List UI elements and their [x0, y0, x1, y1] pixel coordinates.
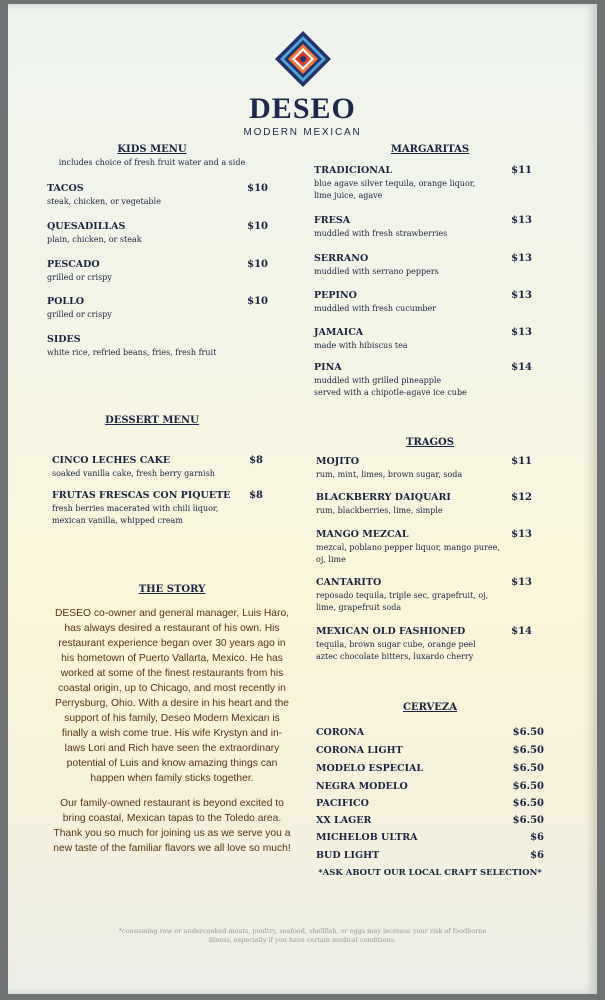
kids-item	[47, 334, 216, 359]
cerveza-item-name: MICHELOB ULTRA	[316, 832, 418, 843]
margaritas-item-name: FRESA	[314, 215, 351, 226]
margaritas-item-description: muddled with serrano peppers	[314, 267, 439, 276]
cerveza-item-name: BUD LIGHT	[316, 850, 380, 861]
kids-item	[47, 183, 161, 208]
margaritas-item-price: $11	[511, 165, 532, 176]
tragos-item-price: $12	[511, 492, 532, 503]
brand-name: DESEO	[249, 92, 356, 125]
consumer-advisory: *consuming raw or undercooked meats, poultry, seafood, shellfish, or eggs may increase your risk of foodborne illness, especially if you have certain medical conditions.	[118, 927, 487, 944]
dessert-item-description: soaked vanilla cake, fresh berry garnish	[52, 469, 215, 478]
margaritas-item	[314, 165, 475, 202]
tragos-item-price: $11	[511, 456, 532, 467]
cerveza-item-name: NEGRA MODELO	[316, 781, 408, 792]
cerveza-item-name: CORONA LIGHT	[316, 745, 403, 756]
margaritas-item	[314, 290, 436, 315]
margaritas-item-description: made with hibiscus tea	[314, 341, 408, 350]
cerveza-item-price: $6.50	[512, 763, 544, 774]
margaritas-item-price: $13	[511, 327, 532, 338]
story-paragraph-2: Our family-owned restaurant is beyond excited to bring coastal, Mexican tapas to the Toledo area. Thank you so much for joining us as we serve you a new taste of the familiar flavors we all love so much!	[53, 798, 291, 854]
kids-item-name: POLLO	[47, 296, 85, 307]
cerveza-item-price: $6	[530, 832, 544, 843]
tragos-item-name: MEXICAN OLD FASHIONED	[316, 626, 466, 637]
kids-item	[47, 296, 112, 321]
margaritas-item-name: JAMAICA	[314, 327, 364, 338]
margaritas-item	[314, 253, 439, 278]
tragos-item-description: mezcal, poblano pepper liquor, mango puree, oj, lime	[316, 543, 500, 564]
margaritas-item-description: muddled with fresh strawberries	[314, 229, 448, 238]
dessert-item-price: $8	[249, 455, 263, 466]
cerveza-item-price: $6	[530, 850, 544, 861]
brand-tagline: MODERN MEXICAN	[243, 127, 362, 138]
kids-item-price: $10	[247, 259, 268, 270]
cerveza-item-name: MODELO ESPECIAL	[316, 763, 424, 774]
story-paragraph-1: DESEO co-owner and general manager, Luis Haro, has always desired a restaurant of his own. His restaurant experience began over 30 years ago in his hometown of Puerto Vallarta, Mexico. He has worked at some of the finest restaurants from his coastal origin, up to Chicago, and most recently in Perrysburg, Ohio. With a desire in his heart and the support of his family, Deseo Modern Mexican is finally a wish come true. His wife Krystyn and in-laws Lori and Rich have seen the extraordinary potential of Luis and know amazing things can happen when family sticks together.	[54, 608, 290, 784]
margaritas-item	[314, 215, 447, 240]
cerveza-item-name: XX LAGER	[316, 815, 372, 826]
kids-item-description: grilled or crispy	[47, 273, 112, 282]
margaritas-item-description: muddled with fresh cucumber	[314, 304, 437, 313]
cerveza-item-price: $6.50	[512, 781, 544, 792]
kids-menu-title: KIDS MENU	[117, 144, 187, 155]
tragos-item	[316, 626, 476, 663]
cerveza-item-name: PACIFICO	[316, 798, 369, 809]
tragos-item-description: rum, blackberries, lime, simple	[316, 506, 443, 515]
margaritas-item-name: TRADICIONAL	[314, 165, 393, 176]
margaritas-item-price: $13	[511, 215, 532, 226]
cerveza-item-price: $6.50	[512, 798, 544, 809]
tragos-item-description: reposado tequila, triple sec, grapefruit, oj, lime, grapefruit soda	[316, 591, 489, 612]
kids-item-price: $10	[247, 221, 268, 232]
dessert-item	[52, 455, 215, 480]
tragos-item-price: $13	[511, 529, 532, 540]
tragos-item-price: $14	[511, 626, 532, 637]
kids-item-price: $10	[247, 183, 268, 194]
kids-item-description: grilled or crispy	[47, 310, 112, 319]
tragos-item-name: BLACKBERRY DAIQUARI	[316, 492, 451, 503]
margaritas-item-name: PEPINO	[314, 290, 357, 301]
kids-item-price: $10	[247, 296, 268, 307]
margaritas-title: MARGARITAS	[390, 144, 470, 155]
tragos-item-name: MOJITO	[316, 456, 360, 467]
kids-item-description: plain, chicken, or steak	[47, 235, 142, 244]
margaritas-item-name: SERRANO	[314, 253, 369, 264]
story-title: THE STORY	[138, 584, 206, 595]
margaritas-item-description: muddled with grilled pineapple served with a chipotle-agave ice cube	[314, 376, 467, 397]
cerveza-item-price: $6.50	[512, 745, 544, 756]
craft-selection-note: *ASK ABOUT OUR LOCAL CRAFT SELECTION*	[318, 868, 542, 878]
tragos-item-description: tequila, brown sugar cube, orange peel aztec chocolate bitters, luxardo cherry	[316, 640, 476, 661]
kids-item-name: SIDES	[47, 334, 81, 345]
cerveza-item-price: $6.50	[512, 727, 544, 738]
cerveza-item-price: $6.50	[512, 815, 544, 826]
margaritas-item-price: $13	[511, 253, 532, 264]
dessert-item-name: FRUTAS FRESCAS CON PIQUETE	[52, 490, 231, 501]
dessert-item-price: $8	[249, 490, 263, 501]
margaritas-item-description: blue agave silver tequila, orange liquor, lime juice, agave	[314, 179, 476, 200]
margaritas-item	[314, 327, 408, 352]
kids-item-name: TACOS	[47, 183, 84, 194]
kids-item-description: white rice, refried beans, fries, fresh fruit	[47, 348, 217, 357]
dessert-item	[52, 490, 230, 527]
margaritas-item-price: $13	[511, 290, 532, 301]
kids-item	[47, 259, 112, 284]
dessert-item-description: fresh berries macerated with chili liquor, mexican vanilla, whipped cream	[52, 504, 219, 525]
dessert-menu-title: DESSERT MENU	[105, 415, 199, 426]
dessert-item-name: CINCO LECHES CAKE	[52, 455, 171, 466]
tragos-item	[316, 529, 500, 566]
tragos-item-price: $13	[511, 577, 532, 588]
cerveza-item-name: CORONA	[316, 727, 365, 738]
tragos-item-name: CANTARITO	[316, 577, 382, 588]
kids-menu-note: includes choice of fresh fruit water and a side	[58, 158, 246, 167]
margaritas-item-price: $14	[511, 362, 532, 373]
margaritas-item-name: PINA	[314, 362, 342, 373]
margaritas-item	[314, 362, 467, 399]
tragos-item-name: MANGO MEZCAL	[316, 529, 409, 540]
tragos-title: TRAGOS	[406, 437, 454, 448]
tragos-item	[316, 577, 488, 614]
tragos-item-description: rum, mint, limes, brown sugar, soda	[316, 470, 463, 479]
kids-item-name: PESCADO	[47, 259, 100, 270]
tragos-item	[316, 456, 462, 481]
deseo-logo-icon	[274, 30, 332, 88]
tragos-item	[316, 492, 451, 517]
kids-item	[47, 221, 142, 246]
kids-item-name: QUESADILLAS	[47, 221, 126, 232]
cerveza-title: CERVEZA	[403, 702, 457, 713]
kids-item-description: steak, chicken, or vegetable	[47, 197, 161, 206]
